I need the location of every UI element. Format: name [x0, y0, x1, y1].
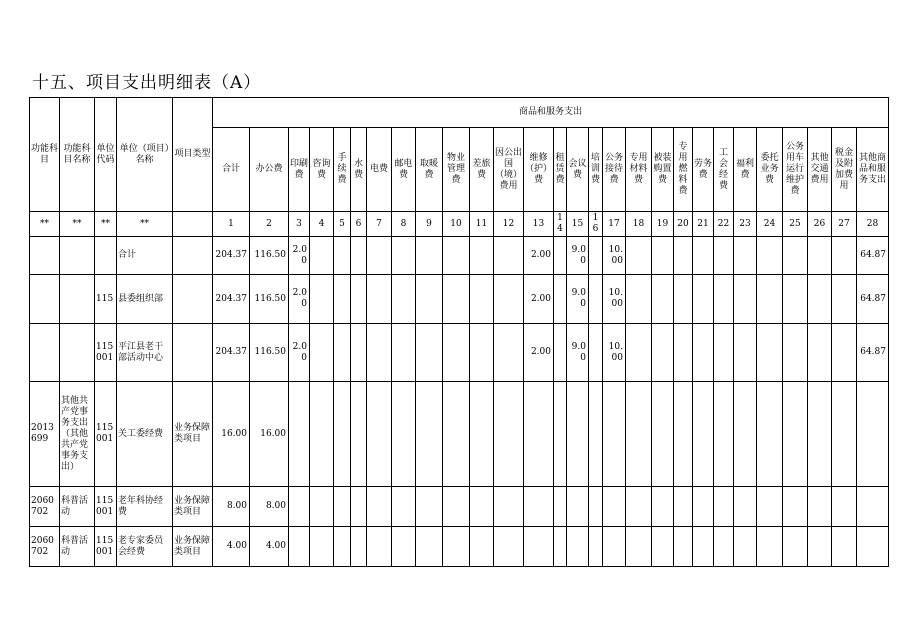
value-cell: [832, 275, 857, 324]
table-row: [30, 237, 889, 275]
index-cell: 12: [494, 212, 524, 237]
value-cell: 2.00: [524, 324, 554, 382]
value-cell: [857, 527, 889, 567]
value-cell: [626, 382, 652, 487]
value-cell: 64.87: [857, 237, 889, 275]
value-cell: [443, 382, 470, 487]
value-cell: [416, 527, 443, 567]
value-cell: [783, 324, 808, 382]
unit-name-cell: 老年科协经费: [117, 487, 173, 527]
value-cell: [494, 382, 524, 487]
value-cell: [494, 237, 524, 275]
value-cell: 64.87: [857, 324, 889, 382]
value-cell: [734, 237, 757, 275]
value-cell: [734, 324, 757, 382]
column-header: 物业管理费: [443, 128, 470, 212]
table-row: [30, 382, 889, 487]
value-cell: [351, 527, 367, 567]
value-cell: 64.87: [857, 275, 889, 324]
index-cell: 7: [367, 212, 392, 237]
value-cell: [367, 275, 392, 324]
column-header: 维修（护）费: [524, 128, 554, 212]
value-cell: [714, 275, 734, 324]
value-cell: [310, 237, 334, 275]
table-row: [30, 527, 889, 567]
value-cell: [392, 237, 416, 275]
column-header: 合计: [213, 128, 250, 212]
value-cell: [589, 275, 603, 324]
header-2: 功能科目名称: [60, 98, 95, 212]
column-header: 印刷费: [289, 128, 310, 212]
value-cell: [714, 382, 734, 487]
value-cell: [367, 382, 392, 487]
value-cell: [567, 487, 589, 527]
value-cell: [367, 324, 392, 382]
index-cell: 17: [603, 212, 626, 237]
column-header: 专用燃料费: [674, 128, 693, 212]
column-header: 邮电费: [392, 128, 416, 212]
index-cell: 13: [524, 212, 554, 237]
value-cell: [808, 487, 832, 527]
value-cell: [757, 237, 783, 275]
index-cell: 24: [757, 212, 783, 237]
value-cell: [524, 527, 554, 567]
index-cell: 9: [416, 212, 443, 237]
value-cell: 2.00: [524, 275, 554, 324]
index-cell: 11: [470, 212, 494, 237]
header-4: 单位（项目）名称: [117, 98, 173, 212]
value-cell: [734, 487, 757, 527]
value-cell: [392, 487, 416, 527]
function-code-cell: 2013699: [30, 382, 60, 487]
value-cell: [693, 382, 714, 487]
value-cell: [310, 382, 334, 487]
value-cell: 9.00: [567, 275, 589, 324]
value-cell: [289, 487, 310, 527]
value-cell: [674, 275, 693, 324]
value-cell: [416, 237, 443, 275]
value-cell: 10.00: [603, 324, 626, 382]
value-cell: [603, 527, 626, 567]
column-header: 福利费: [734, 128, 757, 212]
value-cell: [392, 527, 416, 567]
value-cell: [470, 275, 494, 324]
value-cell: [714, 487, 734, 527]
header-row-group: [30, 98, 889, 128]
column-header: 会议费: [567, 128, 589, 212]
value-cell: [674, 382, 693, 487]
value-cell: [693, 237, 714, 275]
project-type-cell: 业务保障类项目: [173, 382, 213, 487]
value-cell: 2.00: [289, 237, 310, 275]
value-cell: [832, 487, 857, 527]
index-cell: 8: [392, 212, 416, 237]
function-code-cell: [30, 237, 60, 275]
value-cell: 8.00: [213, 487, 250, 527]
unit-code-cell: 115001: [95, 527, 117, 567]
value-cell: [351, 237, 367, 275]
column-header: 专用材料费: [626, 128, 652, 212]
value-cell: 116.50: [250, 324, 289, 382]
value-cell: [714, 324, 734, 382]
value-cell: 204.37: [213, 275, 250, 324]
value-cell: [289, 382, 310, 487]
value-cell: [589, 487, 603, 527]
unit-code-cell: 115: [95, 275, 117, 324]
value-cell: [589, 382, 603, 487]
value-cell: 8.00: [250, 487, 289, 527]
header-5: 项目类型: [173, 98, 213, 212]
value-cell: [443, 527, 470, 567]
value-cell: [783, 382, 808, 487]
value-cell: [783, 487, 808, 527]
column-header: 取暖费: [416, 128, 443, 212]
value-cell: [674, 324, 693, 382]
value-cell: [416, 382, 443, 487]
index-cell: 14: [554, 212, 567, 237]
value-cell: 116.50: [250, 275, 289, 324]
value-cell: [310, 487, 334, 527]
column-header: 因公出国（境）费用: [494, 128, 524, 212]
value-cell: [674, 527, 693, 567]
index-cell: 3: [289, 212, 310, 237]
value-cell: [567, 382, 589, 487]
value-cell: 4.00: [250, 527, 289, 567]
value-cell: [693, 275, 714, 324]
value-cell: [808, 275, 832, 324]
value-cell: [652, 382, 674, 487]
column-header: 租赁费: [554, 128, 567, 212]
value-cell: 16.00: [213, 382, 250, 487]
index-cell: 6: [351, 212, 367, 237]
unit-code-cell: 115001: [95, 324, 117, 382]
value-cell: [443, 487, 470, 527]
index-cell: 4: [310, 212, 334, 237]
value-cell: [334, 527, 351, 567]
value-cell: [334, 382, 351, 487]
value-cell: [392, 275, 416, 324]
value-cell: [443, 275, 470, 324]
index-row: [30, 212, 889, 237]
value-cell: [783, 275, 808, 324]
column-header: 工会经费: [714, 128, 734, 212]
project-type-cell: 业务保障类项目: [173, 487, 213, 527]
unit-code-cell: [95, 237, 117, 275]
header-1: 功能科目: [30, 98, 60, 212]
value-cell: 2.00: [289, 275, 310, 324]
value-cell: [367, 487, 392, 527]
function-name-cell: 科普活动: [60, 487, 95, 527]
unit-name-cell: 县委组织部: [117, 275, 173, 324]
index-cell: 5: [334, 212, 351, 237]
value-cell: [757, 275, 783, 324]
value-cell: [589, 527, 603, 567]
header-3: 单位代码: [95, 98, 117, 212]
value-cell: [832, 324, 857, 382]
value-cell: [494, 527, 524, 567]
function-name-cell: 其他共产党事务支出（其他共产党事务支出）: [60, 382, 95, 487]
value-cell: [416, 487, 443, 527]
value-cell: [392, 324, 416, 382]
value-cell: [626, 275, 652, 324]
value-cell: [567, 527, 589, 567]
column-header: 其他交通费用: [808, 128, 832, 212]
project-type-cell: [173, 237, 213, 275]
value-cell: [757, 324, 783, 382]
value-cell: [626, 527, 652, 567]
value-cell: 9.00: [567, 324, 589, 382]
column-header: 办公费: [250, 128, 289, 212]
function-name-cell: [60, 237, 95, 275]
value-cell: [757, 527, 783, 567]
column-header: 差旅费: [470, 128, 494, 212]
project-type-cell: 业务保障类项目: [173, 527, 213, 567]
value-cell: 9.00: [567, 237, 589, 275]
column-header: 水费: [351, 128, 367, 212]
value-cell: [734, 527, 757, 567]
value-cell: [554, 382, 567, 487]
column-header: 咨询费: [310, 128, 334, 212]
value-cell: [416, 324, 443, 382]
function-code-cell: 2060702: [30, 527, 60, 567]
group-header: 商品和服务支出: [213, 98, 889, 128]
project-type-cell: [173, 275, 213, 324]
value-cell: [351, 487, 367, 527]
column-header: 劳务费: [693, 128, 714, 212]
value-cell: [652, 527, 674, 567]
value-cell: [351, 382, 367, 487]
value-cell: [734, 382, 757, 487]
value-cell: 204.37: [213, 324, 250, 382]
unit-name-cell: 老专家委员会经费: [117, 527, 173, 567]
value-cell: [808, 324, 832, 382]
value-cell: [554, 237, 567, 275]
value-cell: [808, 527, 832, 567]
value-cell: [470, 324, 494, 382]
value-cell: [857, 382, 889, 487]
value-cell: 204.37: [213, 237, 250, 275]
value-cell: [494, 324, 524, 382]
unit-name-cell: 平江县老干部活动中心: [117, 324, 173, 382]
value-cell: [470, 487, 494, 527]
value-cell: [808, 382, 832, 487]
value-cell: [603, 487, 626, 527]
value-cell: [757, 382, 783, 487]
column-header: 公务用车运行维护费: [783, 128, 808, 212]
value-cell: [674, 237, 693, 275]
value-cell: [674, 487, 693, 527]
table-row: [30, 324, 889, 382]
value-cell: [693, 527, 714, 567]
value-cell: [289, 527, 310, 567]
column-header: 委托业务费: [757, 128, 783, 212]
value-cell: [416, 275, 443, 324]
value-cell: [783, 527, 808, 567]
column-header: 培训费: [589, 128, 603, 212]
index-cell: **: [117, 212, 173, 237]
value-cell: [626, 237, 652, 275]
column-header: 公务接待费: [603, 128, 626, 212]
value-cell: [857, 487, 889, 527]
value-cell: [589, 324, 603, 382]
value-cell: [494, 487, 524, 527]
value-cell: [310, 275, 334, 324]
value-cell: [626, 324, 652, 382]
value-cell: [443, 237, 470, 275]
value-cell: [367, 527, 392, 567]
value-cell: [470, 527, 494, 567]
value-cell: [652, 237, 674, 275]
column-header: 其他商品和服务支出: [857, 128, 889, 212]
index-cell: 27: [832, 212, 857, 237]
value-cell: [589, 237, 603, 275]
value-cell: [310, 527, 334, 567]
column-header: 电费: [367, 128, 392, 212]
value-cell: [693, 487, 714, 527]
value-cell: [334, 275, 351, 324]
index-cell: 21: [693, 212, 714, 237]
value-cell: [524, 382, 554, 487]
value-cell: [334, 237, 351, 275]
value-cell: [470, 382, 494, 487]
function-name-cell: [60, 324, 95, 382]
index-cell: 20: [674, 212, 693, 237]
value-cell: [626, 487, 652, 527]
table-row: [30, 487, 889, 527]
value-cell: [757, 487, 783, 527]
index-cell: **: [60, 212, 95, 237]
value-cell: [554, 487, 567, 527]
unit-name-cell: 关工委经费: [117, 382, 173, 487]
value-cell: [334, 487, 351, 527]
index-cell: 15: [567, 212, 589, 237]
value-cell: [310, 324, 334, 382]
value-cell: [524, 487, 554, 527]
value-cell: 2.00: [289, 324, 310, 382]
index-cell: 22: [714, 212, 734, 237]
unit-code-cell: 115001: [95, 382, 117, 487]
column-header: 被装购置费: [652, 128, 674, 212]
value-cell: [351, 324, 367, 382]
index-cell: 2: [250, 212, 289, 237]
value-cell: [367, 237, 392, 275]
value-cell: 116.50: [250, 237, 289, 275]
value-cell: [832, 527, 857, 567]
page-title: 十五、项目支出明细表（A）: [32, 73, 262, 93]
unit-code-cell: 115001: [95, 487, 117, 527]
function-code-cell: [30, 275, 60, 324]
function-code-cell: 2060702: [30, 487, 60, 527]
value-cell: [714, 237, 734, 275]
project-type-cell: [173, 324, 213, 382]
value-cell: [783, 237, 808, 275]
value-cell: [714, 527, 734, 567]
value-cell: 10.00: [603, 275, 626, 324]
function-code-cell: [30, 324, 60, 382]
index-cell: 1: [213, 212, 250, 237]
index-cell: [173, 212, 213, 237]
index-cell: **: [95, 212, 117, 237]
function-name-cell: [60, 275, 95, 324]
value-cell: 10.00: [603, 237, 626, 275]
unit-name-cell: 合计: [117, 237, 173, 275]
value-cell: [351, 275, 367, 324]
value-cell: [554, 324, 567, 382]
index-cell: **: [30, 212, 60, 237]
value-cell: [392, 382, 416, 487]
index-cell: 23: [734, 212, 757, 237]
value-cell: [554, 275, 567, 324]
index-cell: 18: [626, 212, 652, 237]
value-cell: [494, 275, 524, 324]
index-cell: 16: [589, 212, 603, 237]
value-cell: [693, 324, 714, 382]
expenditure-table: [29, 97, 889, 567]
index-cell: 26: [808, 212, 832, 237]
value-cell: [652, 487, 674, 527]
value-cell: [734, 275, 757, 324]
value-cell: [832, 237, 857, 275]
table-row: [30, 275, 889, 324]
index-cell: 28: [857, 212, 889, 237]
column-header: 手续费: [334, 128, 351, 212]
index-cell: 25: [783, 212, 808, 237]
column-header: 税金及附加费用: [832, 128, 857, 212]
function-name-cell: 科普活动: [60, 527, 95, 567]
value-cell: [554, 527, 567, 567]
value-cell: 2.00: [524, 237, 554, 275]
value-cell: [334, 324, 351, 382]
value-cell: [470, 237, 494, 275]
value-cell: [832, 382, 857, 487]
index-cell: 10: [443, 212, 470, 237]
value-cell: [808, 237, 832, 275]
value-cell: 4.00: [213, 527, 250, 567]
value-cell: [603, 382, 626, 487]
index-cell: 19: [652, 212, 674, 237]
value-cell: 16.00: [250, 382, 289, 487]
value-cell: [443, 324, 470, 382]
value-cell: [652, 275, 674, 324]
value-cell: [652, 324, 674, 382]
